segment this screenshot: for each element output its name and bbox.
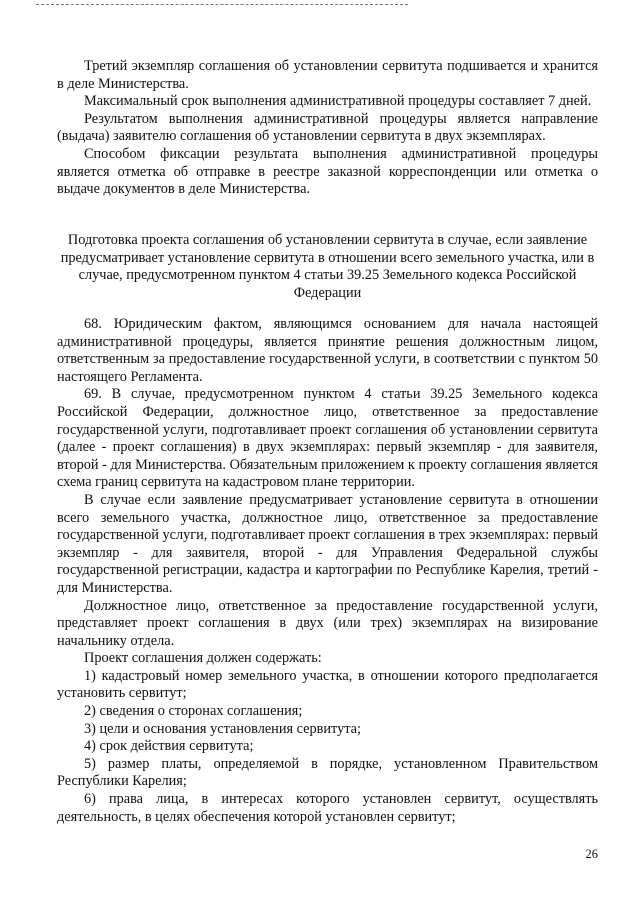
list-item: 1) кадастровый номер земельного участка, в отношении которого предполагается установить сервитут; [57, 667, 598, 702]
paragraph-68: 68. Юридическим фактом, являющимся основанием для начала настоящей административной процедуры, является принятие решения должностным лицом, ответственным за предоставление государственной услуги, в соответствии с пунктом 50 настоящего Регламента. [57, 316, 598, 385]
list-item: 5) размер платы, определяемой в порядке, установленном Правительством Республики Карелия; [57, 755, 598, 790]
paragraph-max-duration: Максимальный срок выполнения административной процедуры составляет 7 дней. [84, 93, 592, 110]
paragraph-whole-plot: В случае если заявление предусматривает установление сервитута в отношении всего земельного участка, должностное лицо, ответственное за предоставление государственной услуги, подготавливает проект соглашения в трех экземплярах: первый экземпляр - для заявителя, второй - для Управления Федеральной службы государственной регистрации, кадастра и картографии по Республике Карелия, третий - для Министерства. [57, 491, 598, 596]
paragraph-approval: Должностное лицо, ответственное за предоставление государственной услуги, представляет проект соглашения в двух (или трех) экземплярах на визирование начальнику отдела. [57, 597, 598, 649]
top-divider [36, 4, 408, 5]
paragraph-result: Результатом выполнения административной процедуры является направление (выдача) заявителю соглашения об установлении сервитута в двух экземплярах. [57, 110, 598, 145]
list-item: 6) права лица, в интересах которого установлен сервитут, осуществлять деятельность, в целях обеспечения которой установлен сервитут; [57, 791, 598, 825]
list-item: 2) сведения о сторонах соглашения; [84, 703, 303, 720]
page-number: 26 [585, 847, 598, 861]
list-item: 3) цели и основания установления сервитута; [84, 720, 361, 737]
paragraph-69: 69. В случае, предусмотренном пунктом 4 статьи 39.25 Земельного кодекса Российской Федерации, должностное лицо, ответственное за предоставление государственной услуги, подготавливает проект соглашения об установлении сервитута (далее - проект соглашения) в двух экземплярах: первый экземпляр - для заявителя, второй - для Министерства. Обязательным приложением к проекту соглашения является схема границ сервитута на кадастровом плане территории. [57, 386, 598, 491]
paragraph-fixation: Способом фиксации результата выполнения административной процедуры является отметка об отправке в реестре заказной корреспонденции или отметка о выдаче документов в деле Министерства. [57, 145, 598, 198]
top-text-block [57, 58, 598, 199]
list-item: 4) срок действия сервитута; [84, 738, 254, 755]
main-text-block [57, 316, 598, 826]
section-heading: Подготовка проекта соглашения об установлении сервитута в случае, если заявление предусматривает установление сервитута в отношении всего земельного участка, или в случае, предусмотренном пунктом 4 статьи 39.25 Земельного кодекса Российской Федерации [60, 232, 595, 301]
list-intro: Проект соглашения должен содержать: [84, 650, 322, 667]
paragraph-third-copy: Третий экземпляр соглашения об установлении сервитута подшивается и хранится в деле Министерства. [57, 58, 598, 92]
